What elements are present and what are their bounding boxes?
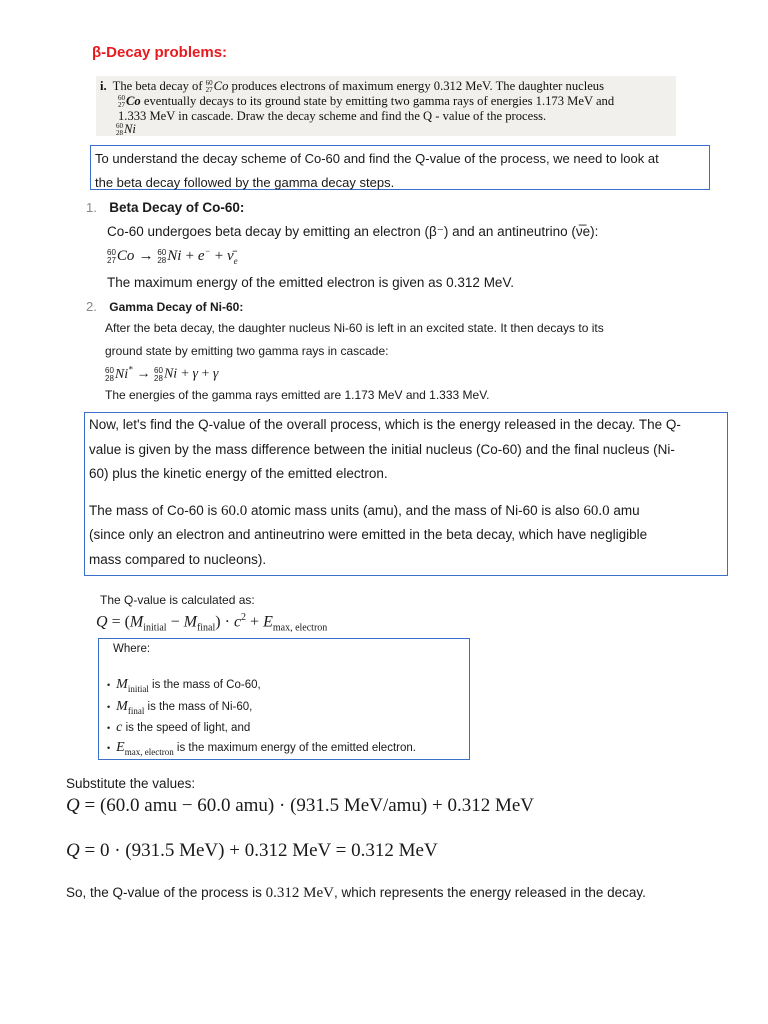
step2-heading: 2. Gamma Decay of Ni-60: — [86, 299, 244, 314]
step2-line-1: After the beta decay, the daughter nucleus Ni-60 is left in an excited state. It then decays to its — [105, 321, 604, 335]
problem-line-1: i. The beta decay of 60 27 Co produces electrons of maximum energy 0.312 MeV. The daughter nucleus — [100, 79, 604, 94]
page-heading: β-Decay problems: — [92, 44, 228, 61]
q-value-explanation-box: Now, let's find the Q-value of the overall process, which is the energy released in the decay. The Q- value is given by the mass difference between the initial nucleus (Co-60) and the final nucleus (Ni- 60) plus the kinetic energy of the emitted electron. The mass of Co-60 is 60.0 atomic mass units (amu), and the mass of Ni-60 is also 60.0 amu (since only an electron and antineutrino were emitted in the beta decay, which have negligible mass compared to nucleons). — [84, 412, 728, 576]
beta-decay-equation: 60 27 Co → 60 28 $Ni + e^- + \nū_e$ — [107, 246, 238, 266]
substitution-equation-2: Q = 0 · (931.5 MeV) + 0.312 MeV = 0.312 MeV — [66, 840, 438, 861]
gamma-decay-equation: 60 28 Ni* → 60 28 Ni + γ + γ — [105, 364, 219, 383]
step2-line-2: ground state by emitting two gamma rays in cascade: — [105, 344, 389, 358]
where-item-c: • c is the speed of light, and — [107, 720, 251, 735]
step1-heading: 1. Beta Decay of Co-60: — [86, 200, 245, 215]
problem-line-3: 1.333 MeV in cascade. Draw the decay scheme and find the Q - value of the process. — [118, 109, 547, 123]
ni-symbol: 60 28 Ni — [116, 122, 136, 137]
step1-text: Co-60 undergoes beta decay by emitting an electron (β⁻) and an antineutrino (ν̅e): — [107, 224, 599, 239]
where-item-mfinal: • $M_{final}$ is the mass of Ni-60, — [107, 699, 253, 716]
co-isotope-prescript: 60 27 — [205, 79, 213, 94]
where-item-emax: • $E_{max, electron}$ is the maximum energy of the emitted electron. — [107, 740, 416, 757]
step1-max-energy: The maximum energy of the emitted electron is given as 0.312 MeV. — [107, 275, 514, 290]
step2-energies: The energies of the gamma rays emitted are 1.173 MeV and 1.333 MeV. — [105, 388, 490, 402]
substitute-label: Substitute the values: — [66, 776, 196, 791]
q-value-formula: $Q = (M_{initial} - M_{final}) \cdot c^2 + E_{max, electron}$ — [96, 612, 328, 634]
where-item-minitial: • $M_{initial}$ is the mass of Co-60, — [107, 677, 261, 694]
problem-label: i. — [100, 79, 107, 93]
problem-line-2: 60 27 Co eventually decays to its ground state by emitting two gamma rays of energies 1.173 MeV and — [118, 94, 615, 109]
calc-intro: The Q-value is calculated as: — [100, 593, 255, 607]
where-box: Where: • $M_{initial}$ is the mass of Co-60, • $M_{final}$ is the mass of Ni-60, • c is the speed of light, and • $E_{max, electron}$ is the maximum energy of the emitted electron. — [98, 638, 470, 760]
substitution-equation-1: Q = (60.0 amu − 60.0 amu) · (931.5 MeV/amu) + 0.312 MeV — [66, 795, 535, 816]
conclusion: So, the Q-value of the process is 0.312 MeV, which represents the energy released in the decay. — [66, 885, 646, 901]
intro-box: To understand the decay scheme of Co-60 and find the Q-value of the process, we need to look at the beta decay followed by the gamma decay steps. — [90, 145, 710, 190]
problem-scan — [96, 76, 676, 136]
